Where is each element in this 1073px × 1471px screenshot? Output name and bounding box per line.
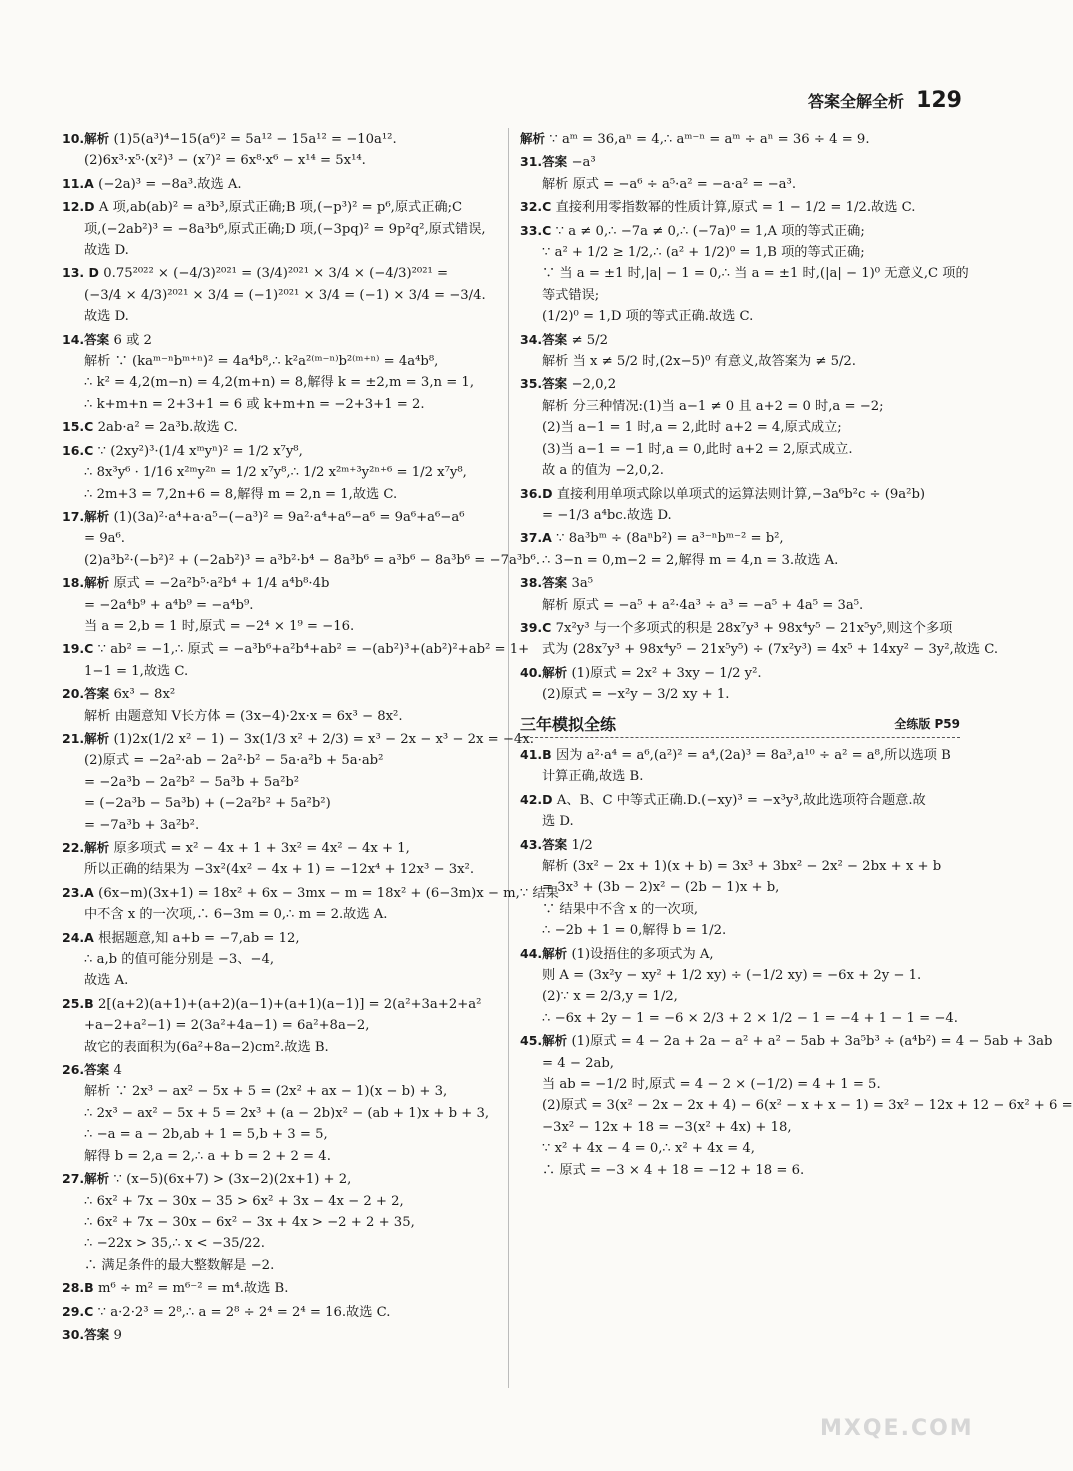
line-text: = −1/3 a⁴bc.故选 D. xyxy=(542,507,672,523)
answer-line xyxy=(520,505,960,526)
answer-item xyxy=(62,196,502,261)
answer-line xyxy=(62,1124,502,1145)
answer-line xyxy=(62,949,502,970)
line-text: (2)6x³·x⁵·(x²)³ − (x⁷)² = 6x⁸·x⁶ − x¹⁴ = 5x¹⁴. xyxy=(84,153,366,169)
item-label: 25.B xyxy=(62,995,99,1011)
answer-line xyxy=(62,970,502,991)
line-text: 解得 b = 2,a = 2,∴ a + b = 2 + 2 = 4. xyxy=(84,1148,331,1164)
answer-line xyxy=(62,285,502,306)
answer-line xyxy=(520,617,960,639)
line-text: (1)2x(1/2 x² − 1) − 3x(1/3 x² + 2/3) = x³ − 2x − x³ − 2x = −4x. xyxy=(113,731,534,747)
answer-line xyxy=(62,683,502,705)
answer-line xyxy=(62,1059,502,1081)
line-text: −2,0,2 xyxy=(571,377,617,393)
line-text: ∵ aᵐ = 36,aⁿ = 4,∴ aᵐ⁻ⁿ = aᵐ ÷ aⁿ = 36 ÷ 4 = 9. xyxy=(549,132,870,147)
answer-item xyxy=(62,128,502,172)
answer-line xyxy=(62,394,502,415)
line-text: ∴ 2x³ − ax² − 5x + 5 = 2x³ + (a − 2b)x² − (ab + 1)x + b + 3, xyxy=(84,1105,490,1121)
answer-line xyxy=(62,882,559,904)
answer-line xyxy=(520,527,960,549)
item-label: 35.答案 xyxy=(520,376,572,392)
answer-line xyxy=(520,373,960,395)
item-label: 12.D xyxy=(62,199,99,215)
line-text: ∴ −6x + 2y − 1 = −6 × 2/3 + 2 × 1/2 − 1 = −4 + 1 − 1 = −4. xyxy=(542,1010,958,1026)
answer-line xyxy=(520,1053,960,1074)
answer-line xyxy=(62,1212,502,1233)
line-text: (1)(3a)²·a⁴+a·a⁵−(−a³)² = 9a²·a⁴+a⁶−a⁶ = 9a⁶+a⁶−a⁶ xyxy=(113,509,465,525)
answer-line xyxy=(62,329,502,351)
line-text: 故选 D. xyxy=(84,243,129,259)
line-text: (2)a³b²·(−b²)² + (−2ab²)³ = a³b²·b⁴ − 8a³b⁶ = a³b⁶ − 8a³b⁶ = −7a³b⁶. xyxy=(84,552,541,568)
answer-line xyxy=(62,196,502,218)
line-text: ∵ a² + 1/2 ≥ 1/2,∴ (a² + 1/2)⁰ = 1,B 项的等式正确; xyxy=(542,245,865,261)
section-header xyxy=(520,714,960,738)
answer-line xyxy=(62,150,502,171)
answer-line xyxy=(62,416,502,438)
answer-line xyxy=(520,856,960,877)
line-text: 直接利用单项式除以单项式的运算法则计算,−3a⁶b²c ÷ (9a²b) xyxy=(556,486,926,502)
line-text: ∴ −2b + 1 = 0,解得 b = 1/2. xyxy=(542,923,727,939)
line-text: (1)原式 = 2x² + 3xy − 1/2 y². xyxy=(571,665,762,681)
answer-line xyxy=(62,219,502,240)
item-label: 10.解析 xyxy=(62,131,114,146)
item-label: 39.C xyxy=(520,619,556,635)
line-text: 解析 分三种情况:(1)当 a−1 ≠ 0 且 a+2 = 0 时,a = −2; xyxy=(542,398,884,414)
right-column-part-2 xyxy=(520,744,1073,1181)
line-text: = −2a³b − 2a²b² − 5a³b + 5a²b² xyxy=(84,774,300,790)
answer-item xyxy=(62,837,502,881)
answer-line xyxy=(62,462,502,483)
line-text: (2)原式 = −x²y − 3/2 xy + 1. xyxy=(542,687,730,703)
line-text: ∴ 原式 = −3 × 4 + 18 = −12 + 18 = 6. xyxy=(542,1162,805,1178)
line-text: ∴ k² = 4,2(m−n) = 4,2(m+n) = 8,解得 k = ±2,m = 3,n = 1, xyxy=(84,375,475,391)
line-text: (6x−m)(3x+1) = 18x² + 6x − 3mx − m = 18x² + (6−3m)x − m,∵ 结果 xyxy=(98,885,559,901)
answer-line xyxy=(520,417,960,438)
item-label: 14.答案 xyxy=(62,331,114,347)
line-text: 7x²y³ 与一个多项式的积是 28x⁷y³ + 98x⁴y⁵ − 21x⁵y⁵,则这个多项 xyxy=(555,620,953,636)
answer-line xyxy=(520,174,960,195)
item-label: 42.D xyxy=(520,791,557,807)
item-label: 36.D xyxy=(520,485,557,501)
answer-line xyxy=(520,1138,960,1159)
answer-line xyxy=(520,943,960,965)
answer-line xyxy=(520,1160,960,1181)
item-label: 13. D xyxy=(62,265,104,281)
answer-line xyxy=(62,440,502,462)
line-text: ∴ 3−n = 0,m−2 = 2,解得 m = 4,n = 3.故选 A. xyxy=(542,552,839,568)
answer-line xyxy=(520,595,960,616)
item-label: 44.解析 xyxy=(520,945,572,961)
line-text: (2)原式 = −2a²·ab − 2a²·b² − 5a·a²b + 5a·ab² xyxy=(84,753,384,769)
line-text: (1)5(a³)⁴−15(a⁶)² = 5a¹² − 15a¹² = −10a¹². xyxy=(113,132,397,147)
line-text: 当 a = 2,b = 1 时,原式 = −2⁴ × 1⁹ = −16. xyxy=(84,618,355,634)
answer-line xyxy=(62,1081,502,1102)
item-label: 18.解析 xyxy=(62,575,114,591)
answer-line xyxy=(62,484,502,505)
item-label: 43.答案 xyxy=(520,836,572,852)
answer-item xyxy=(520,834,960,942)
answer-line xyxy=(62,750,502,771)
line-text: 2[(a+2)(a+1)+(a+2)(a−1)+(a+1)(a−1)] = 2(a²+3a+2+a² xyxy=(98,996,482,1012)
answer-item xyxy=(520,1030,1073,1181)
answer-item xyxy=(520,373,960,481)
item-label: 21.解析 xyxy=(62,730,114,746)
answer-line xyxy=(520,483,960,505)
item-label: 33.C xyxy=(520,222,556,238)
answer-item xyxy=(62,1277,502,1299)
answer-item xyxy=(520,572,960,616)
answer-line xyxy=(520,285,960,306)
line-text: +a−2+a²−1) = 2(3a²+4a−1) = 6a²+8a−2, xyxy=(84,1018,370,1034)
answer-line xyxy=(520,766,960,787)
answer-item xyxy=(520,789,960,833)
answer-line xyxy=(62,1168,502,1190)
line-text: 解析 由题意知 V长方体 = (3x−4)·2x·x = 6x³ − 8x². xyxy=(84,708,403,724)
line-text: ∴ 6x² + 7x − 30x − 35 > 6x² + 3x − 4x − 2 + 2, xyxy=(84,1193,404,1209)
item-label: 20.答案 xyxy=(62,686,114,702)
line-text: ∴ −a = a − 2b,ab + 1 = 5,b + 3 = 5, xyxy=(84,1127,328,1143)
line-text: ∵ x² + 4x − 4 = 0,∴ x² + 4x = 4, xyxy=(542,1141,755,1157)
answer-line xyxy=(520,639,999,660)
item-label: 17.解析 xyxy=(62,508,114,524)
answer-item xyxy=(62,1059,502,1167)
answer-line xyxy=(520,789,960,811)
answer-line xyxy=(62,1037,502,1058)
answer-item xyxy=(62,927,502,992)
line-text: 选 D. xyxy=(542,814,574,830)
right-column xyxy=(520,128,1073,1182)
line-text: (3)当 a−1 = −1 时,a = 0,此时 a+2 = 2,原式成立. xyxy=(542,441,853,457)
line-text: ∴ 2m+3 = 7,2n+6 = 8,解得 m = 2,n = 1,故选 C. xyxy=(84,486,398,502)
answer-line xyxy=(520,220,960,242)
answer-item xyxy=(62,993,502,1058)
item-label: 41.B xyxy=(520,746,557,762)
item-label: 23.A xyxy=(62,884,99,900)
answer-line xyxy=(520,744,960,766)
answer-line xyxy=(520,1074,960,1095)
answer-item xyxy=(62,173,502,195)
line-text: 1/2 xyxy=(571,837,593,853)
answer-item xyxy=(62,638,530,682)
answer-line xyxy=(62,772,502,793)
answer-line xyxy=(62,859,502,880)
line-text: 解析 原式 = −a⁶ ÷ a⁵·a² = −a·a² = −a³. xyxy=(542,176,797,192)
answer-item xyxy=(520,483,960,527)
line-text: 0.75²⁰²² × (−4/3)²⁰²¹ = (3/4)²⁰²¹ × 3/4 × (−4/3)²⁰²¹ = xyxy=(103,266,449,282)
line-text: ∴ 满足条件的最大整数解是 −2. xyxy=(84,1257,275,1273)
item-label: 解析 xyxy=(520,131,550,146)
line-text: A 项,ab(ab)² = a³b³,原式正确;B 项,(−p³)² = p⁶,原式正确;C xyxy=(98,200,463,216)
line-text: 式为 (28x⁷y³ + 98x⁴y⁵ − 21x⁵y⁵) ÷ (7x²y³) = 4x⁵ + 14xy² − 3y²,故选 C. xyxy=(542,642,999,658)
item-label: 34.答案 xyxy=(520,331,572,347)
item-label: 19.C xyxy=(62,641,98,657)
answer-line xyxy=(62,173,502,195)
line-text: 故 a 的值为 −2,0,2. xyxy=(542,463,664,479)
line-text: (−2a)³ = −8a³.故选 A. xyxy=(98,176,242,192)
line-text: A、B、C 中等式正确.D.(−xy)³ = −x³y³,故此选项符合题意.故 xyxy=(556,792,926,808)
line-text: 中不含 x 的一次项,∴ 6−3m = 0,∴ m = 2.故选 A. xyxy=(84,907,388,923)
answer-item xyxy=(520,128,960,150)
item-label: 29.C xyxy=(62,1303,98,1319)
answer-line xyxy=(520,196,960,218)
answer-line xyxy=(520,684,960,705)
answer-item xyxy=(62,1301,502,1323)
line-text: ∴ 8x³y⁶ · 1/16 x²ᵐy²ⁿ = 1/2 x⁷y⁸,∴ 1/2 x²ᵐ⁺³y²ⁿ⁺⁶ = 1/2 x⁷y⁸, xyxy=(84,465,467,481)
line-text: 等式错误; xyxy=(542,287,600,303)
line-text: ∵ (x−5)(6x+7) > (3x−2)(2x+1) + 2, xyxy=(113,1172,352,1188)
answer-line xyxy=(520,151,960,173)
answer-line xyxy=(62,572,502,594)
answer-line xyxy=(62,1255,502,1276)
item-label: 37.A xyxy=(520,530,557,546)
item-label: 26.答案 xyxy=(62,1062,114,1078)
answer-item xyxy=(520,744,960,788)
answer-line xyxy=(62,904,502,925)
answer-line xyxy=(520,329,960,351)
line-text: 故选 D. xyxy=(84,309,129,325)
answer-line xyxy=(62,262,502,284)
line-text: ∴ a,b 的值可能分别是 −3、−4, xyxy=(84,952,275,968)
line-text: (2)当 a−1 = 1 时,a = 2,此时 a+2 = 4,原式成立; xyxy=(542,420,842,436)
answer-item xyxy=(62,683,502,727)
item-label: 11.A xyxy=(62,175,99,191)
item-label: 28.B xyxy=(62,1280,99,1296)
answer-line xyxy=(520,263,969,284)
line-text: 故它的表面积为(6a²+8a−2)cm².故选 B. xyxy=(84,1039,329,1055)
answer-line xyxy=(520,396,960,417)
answer-item xyxy=(62,1168,502,1276)
answer-line xyxy=(520,439,960,460)
line-text: ∴ −22x > 35,∴ x < −35/22. xyxy=(84,1236,265,1252)
answer-line xyxy=(520,1030,1053,1052)
answer-item xyxy=(62,440,502,505)
answer-line xyxy=(62,240,502,261)
answer-line xyxy=(520,460,960,481)
answer-line xyxy=(62,1233,502,1254)
page-number: 129 xyxy=(916,88,962,113)
answer-line xyxy=(62,128,502,150)
line-text: 因为 a²·a⁴ = a⁶,(a²)² = a⁴,(2a)³ = 8a³,a¹⁰ ÷ a² = a⁸,所以选项 B xyxy=(556,747,951,763)
answer-item xyxy=(62,572,502,637)
line-text: ∵ 8a³bᵐ ÷ (8aⁿb²) = a³⁻ⁿbᵐ⁻² = b², xyxy=(556,531,784,547)
answer-item xyxy=(520,943,960,1030)
answer-item xyxy=(520,662,960,706)
answer-line xyxy=(62,815,502,836)
answer-line xyxy=(520,662,960,684)
answer-line xyxy=(520,899,960,920)
answer-line xyxy=(520,1095,1073,1116)
answer-line xyxy=(520,834,960,856)
answer-line xyxy=(62,1301,502,1323)
answer-line xyxy=(62,728,534,750)
line-text: 3a⁵ xyxy=(571,576,594,592)
answer-line xyxy=(62,1324,502,1346)
page-header xyxy=(808,88,962,113)
answer-line xyxy=(62,993,502,1015)
answer-line xyxy=(520,572,960,594)
answer-line xyxy=(62,1277,502,1299)
answer-line xyxy=(62,351,502,372)
answer-line xyxy=(520,1008,960,1029)
answer-item xyxy=(62,728,534,836)
line-text: ≠ 5/2 xyxy=(571,332,608,348)
line-text: 4 xyxy=(113,1063,122,1079)
line-text: 原式 = −2a²b⁵·a²b⁴ + 1/4 a⁴b⁸·4b xyxy=(113,576,330,592)
line-text: ∵ a ≠ 0,∴ −7a ≠ 0,∴ (−7a)⁰ = 1,A 项的等式正确; xyxy=(555,223,865,239)
line-text: = −7a³b + 3a²b². xyxy=(84,817,200,833)
line-text: 解析 ∵ 2x³ − ax² − 5x + 5 = (2x² + ax − 1)(x − b) + 3, xyxy=(84,1084,448,1100)
answer-line xyxy=(62,595,502,616)
line-text: 解析 当 x ≠ 5/2 时,(2x−5)⁰ 有意义,故答案为 ≠ 5/2. xyxy=(542,354,857,370)
answer-line xyxy=(520,128,960,150)
answer-line xyxy=(62,528,502,549)
line-text: = 9a⁶. xyxy=(84,531,125,547)
item-label: 38.答案 xyxy=(520,575,572,591)
line-text: 原多项式 = x² − 4x + 1 + 3x² = 4x² − 4x + 1, xyxy=(113,841,410,856)
line-text: ∵ 结果中不含 x 的一次项, xyxy=(542,901,699,917)
line-text: 解析 (3x² − 2x + 1)(x + b) = 3x³ + 3bx² − 2x² − 2bx + x + b xyxy=(542,859,942,874)
item-label: 15.C xyxy=(62,419,98,435)
line-text: ∵ (2xy²)³·(1/4 xᵐyⁿ)² = 1/2 x⁷y⁸, xyxy=(97,443,303,459)
line-text: (1)设捂住的多项式为 A, xyxy=(571,946,714,962)
line-text: = 4 − 2ab, xyxy=(542,1055,614,1071)
item-label: 40.解析 xyxy=(520,664,572,680)
line-text: 计算正确,故选 B. xyxy=(542,769,644,785)
answer-line xyxy=(62,793,502,814)
line-text: −a³ xyxy=(571,155,596,171)
line-text: (2)∵ x = 2/3,y = 1/2, xyxy=(542,989,678,1005)
section-title: 三年模拟全练 xyxy=(520,714,617,734)
line-text: −3x² − 12x + 18 = −3(x² + 4x) + 18, xyxy=(542,1119,792,1135)
answer-line xyxy=(62,706,502,727)
right-column-part-1 xyxy=(520,128,999,706)
item-label: 16.C xyxy=(62,442,98,458)
line-text: 解析 ∵ (kaᵐ⁻ⁿbᵐ⁺ⁿ)² = 4a⁴b⁸,∴ k²a²⁽ᵐ⁻ⁿ⁾b²⁽ᵐ⁺ⁿ⁾ = 4a⁴b⁸, xyxy=(84,354,439,370)
answer-line xyxy=(62,837,502,859)
item-label: 45.解析 xyxy=(520,1033,572,1049)
answer-line xyxy=(62,372,502,393)
answer-line xyxy=(62,638,530,660)
line-text: 2ab·a² = 2a³b.故选 C. xyxy=(97,420,238,436)
answer-line xyxy=(62,306,502,327)
answer-line xyxy=(520,965,960,986)
answer-line xyxy=(62,506,502,528)
answer-line xyxy=(520,351,960,372)
answer-line xyxy=(62,1103,502,1124)
watermark-logo xyxy=(800,1361,974,1441)
answer-line xyxy=(520,242,960,263)
line-text: ∵ a·2·2³ = 2⁸,∴ a = 2⁸ ÷ 2⁴ = 2⁴ = 16.故选 C. xyxy=(97,1304,391,1320)
answer-line xyxy=(520,920,960,941)
line-text: 根据题意,知 a+b = −7,ab = 12, xyxy=(98,930,300,946)
line-text: 解析 原式 = −a⁵ + a²·4a³ ÷ a³ = −a⁵ + 4a⁵ = 3a⁵. xyxy=(542,597,864,613)
line-text: m⁶ ÷ m² = m⁶⁻² = m⁴.故选 B. xyxy=(98,1281,289,1297)
answer-line xyxy=(62,616,502,637)
section-subtitle: 全练版 P59 xyxy=(894,716,960,731)
line-text: 6x³ − 8x² xyxy=(113,687,176,703)
answer-line xyxy=(62,927,502,949)
answer-item xyxy=(62,1324,502,1346)
answer-line xyxy=(520,986,960,1007)
answer-line xyxy=(62,661,502,682)
line-text: ∵ 当 a = ±1 时,|a| − 1 = 0,∴ 当 a = ±1 时,(|a| − 1)⁰ 无意义,C 项的 xyxy=(542,266,969,282)
line-text: 6 或 2 xyxy=(113,332,152,348)
answer-line xyxy=(520,306,960,327)
watermark-text: MXQE.COM xyxy=(820,1416,974,1441)
answer-line xyxy=(62,1191,502,1212)
line-text: 则 A = (3x²y − xy² + 1/2 xy) ÷ (−1/2 xy) = −6x + 2y − 1. xyxy=(542,968,922,984)
answer-item xyxy=(520,220,969,328)
item-label: 31.答案 xyxy=(520,154,572,170)
line-text: = 3x³ + (3b − 2)x² − (2b − 1)x + b, xyxy=(542,880,780,896)
item-label: 22.解析 xyxy=(62,840,114,855)
item-label: 32.C xyxy=(520,199,556,215)
column-divider xyxy=(508,128,509,1388)
line-text: = (−2a³b − 5a³b) + (−2a²b² + 5a²b²) xyxy=(84,796,331,812)
line-text: 故选 A. xyxy=(84,973,129,989)
line-text: 当 ab = −1/2 时,原式 = 4 − 2 × (−1/2) = 4 + 1 = 5. xyxy=(542,1077,881,1093)
line-text: (1)原式 = 4 − 2a + 2a − a² + a² − 5ab + 3a⁵b³ ÷ (a⁴b²) = 4 − 5ab + 3ab xyxy=(571,1034,1053,1050)
answer-item xyxy=(62,882,559,926)
answer-line xyxy=(520,811,960,832)
header-title: 答案全解全析 xyxy=(808,92,905,111)
answer-line xyxy=(520,1117,960,1138)
answer-item xyxy=(520,527,960,571)
line-text: = −2a⁴b⁹ + a⁴b⁹ = −a⁴b⁹. xyxy=(84,597,254,613)
line-text: 1−1 = 1,故选 C. xyxy=(84,663,189,679)
item-label: 30.答案 xyxy=(62,1326,114,1342)
answer-item xyxy=(520,151,960,195)
item-label: 24.A xyxy=(62,929,99,945)
answer-item xyxy=(62,329,502,416)
line-text: 所以正确的结果为 −3x²(4x² − 4x + 1) = −12x⁴ + 12x³ − 3x². xyxy=(84,862,475,878)
answer-line xyxy=(520,550,960,571)
line-text: (1/2)⁰ = 1,D 项的等式正确.故选 C. xyxy=(542,309,754,325)
answer-item xyxy=(520,617,999,661)
answer-item xyxy=(62,416,502,438)
line-text: ∴ 6x² + 7x − 30x − 6x² − 3x + 4x > −2 + 2 + 35, xyxy=(84,1214,415,1230)
answer-line xyxy=(520,877,960,898)
line-text: (−3/4 × 4/3)²⁰²¹ × 3/4 = (−1)²⁰²¹ × 3/4 = (−1) × 3/4 = −3/4. xyxy=(84,287,486,303)
line-text: 直接利用零指数幂的性质计算,原式 = 1 − 1/2 = 1/2.故选 C. xyxy=(555,200,916,216)
answer-item xyxy=(520,196,960,218)
item-label: 27.解析 xyxy=(62,1171,114,1187)
answer-item xyxy=(62,262,502,327)
line-text: (2)原式 = 3(x² − 2x − 2x + 4) − 6(x² − x + x − 1) = 3x² − 12x + 12 − 6x² + 6 = xyxy=(542,1098,1073,1114)
answer-line xyxy=(62,1015,502,1036)
line-text: ∴ k+m+n = 2+3+1 = 6 或 k+m+n = −2+3+1 = 2. xyxy=(84,396,425,412)
line-text: 项,(−2ab²)³ = −8a³b⁶,原式正确;D 项,(−3pq)² = 9p²q²,原式错误, xyxy=(84,221,486,237)
line-text: ∵ ab² = −1,∴ 原式 = −a³b⁶+a²b⁴+ab² = −(ab²)³+(ab²)²+ab² = 1+ xyxy=(97,642,530,658)
answer-line xyxy=(62,550,541,571)
answer-line xyxy=(62,1146,502,1167)
answer-item xyxy=(520,329,960,373)
line-text: 9 xyxy=(113,1327,122,1343)
